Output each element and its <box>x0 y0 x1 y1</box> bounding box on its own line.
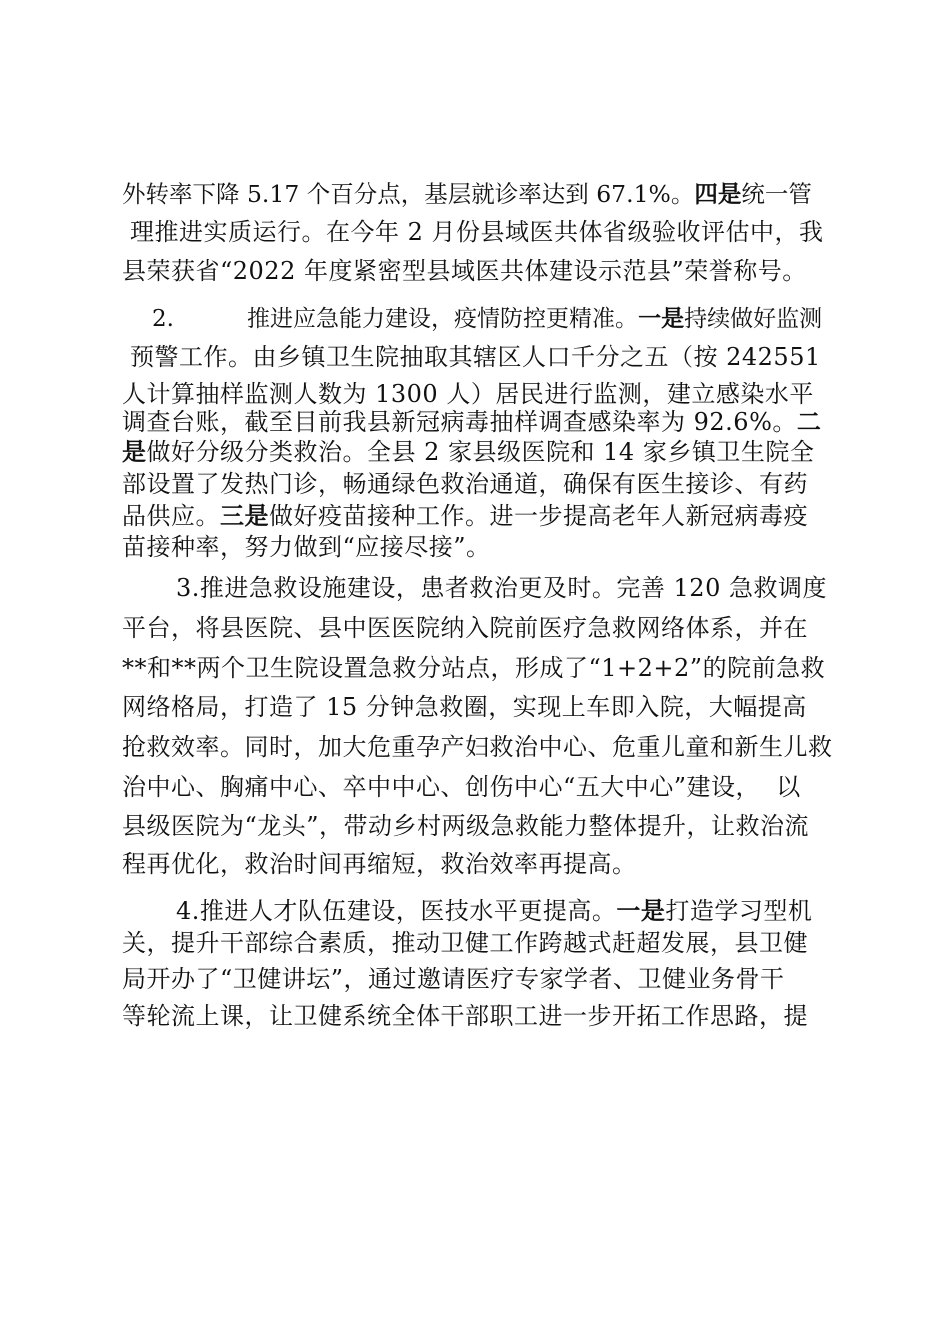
text-segment: 预警工作。由乡镇卫生院抽取其辖区人口千分之五（按 242551 <box>130 343 821 371</box>
text-segment: 治中心、胸痛中心、卒中中心、创伤中心“五大中心”建设， 以 <box>122 773 801 801</box>
text-line <box>122 925 808 961</box>
text-line <box>176 893 812 929</box>
text-segment: 品供应。 <box>122 502 220 530</box>
text-segment: 网络格局，打造了 15 分钟急救圈，实现上车即入院，大幅提高 <box>122 693 807 721</box>
text-line <box>122 253 807 289</box>
emphasis-text: 四是 <box>694 180 742 208</box>
text-segment: 等轮流上课，让卫健系统全体干部职工进一步开拓工作思路，提 <box>122 1002 808 1030</box>
text-line <box>122 998 808 1034</box>
text-segment: 外转率下降 5.17 个百分点，基层就诊率达到 67.1%。 <box>122 180 695 208</box>
text-line <box>122 434 814 470</box>
text-segment: 统一管 <box>741 180 812 208</box>
text-segment: **和**两个卫生院设置急救分站点，形成了“1+2+2”的院前急救 <box>122 654 826 682</box>
text-line <box>122 650 825 686</box>
text-line <box>122 808 809 844</box>
text-segment: 县荣获省“2022 年度紧密型县域医共体建设示范县”荣誉称号。 <box>122 257 807 285</box>
text-line <box>122 529 491 565</box>
text-line <box>122 846 637 882</box>
text-line <box>176 570 827 606</box>
text-segment: 做好分级分类救治。全县 2 家县级医院和 14 家乡镇卫生院全 <box>146 438 815 466</box>
text-line <box>130 339 821 375</box>
emphasis-text: 二 <box>796 408 822 436</box>
emphasis-text: 是 <box>122 438 147 466</box>
text-segment: 抢救效率。同时，加大危重孕产妇救治中心、危重儿童和新生儿救 <box>122 733 833 761</box>
text-line <box>122 729 833 765</box>
text-line <box>122 610 808 646</box>
text-segment: 2. 推进应急能力建设，疫情防控更精准。 <box>152 306 639 332</box>
text-line <box>122 689 807 725</box>
emphasis-text: 一是 <box>638 306 685 332</box>
text-line <box>122 466 808 502</box>
text-segment: 人计算抽样监测人数为 1300 人）居民进行监测，建立感染水平 <box>122 380 814 408</box>
text-segment: 3.推进急救设施建设，患者救治更及时。完善 120 急救调度 <box>176 574 827 602</box>
text-segment: 4.推进人才队伍建设，医技水平更提高。 <box>176 897 617 925</box>
text-segment: 程再优化，救治时间再缩短，救治效率再提高。 <box>122 850 637 878</box>
text-segment: 做好疫苗接种工作。进一步提高老年人新冠病毒疫 <box>269 502 808 530</box>
text-segment: 打造学习型机 <box>665 897 813 925</box>
text-segment: 局开办了“卫健讲坛”，通过邀请医疗专家学者、卫健业务骨干 <box>122 965 785 993</box>
text-line <box>152 301 822 337</box>
text-segment: 县级医院为“龙头”，带动乡村两级急救能力整体提升，让救治流 <box>122 812 810 840</box>
emphasis-text: 一是 <box>616 897 666 925</box>
text-segment: 理推进实质运行。在今年 2 月份县域医共体省级验收评估中，我 <box>130 218 824 246</box>
text-segment: 平台，将县医院、县中医医院纳入院前医疗急救网络体系，并在 <box>122 614 808 642</box>
emphasis-text: 三是 <box>220 502 269 530</box>
text-segment: 持续做好监测 <box>684 306 823 332</box>
text-segment: 苗接种率，努力做到“应接尽接”。 <box>122 533 491 561</box>
text-line <box>130 214 824 250</box>
text-segment: 部设置了发热门诊，畅通绿色救治通道，确保有医生接诊、有药 <box>122 470 808 498</box>
text-line <box>122 769 801 805</box>
text-line <box>122 961 785 997</box>
text-segment: 调查台账，截至目前我县新冠病毒抽样调查感染率为 92.6%。 <box>122 408 797 436</box>
text-line <box>122 176 812 212</box>
text-segment: 关，提升干部综合素质，推动卫健工作跨越式赶超发展，县卫健 <box>122 929 808 957</box>
